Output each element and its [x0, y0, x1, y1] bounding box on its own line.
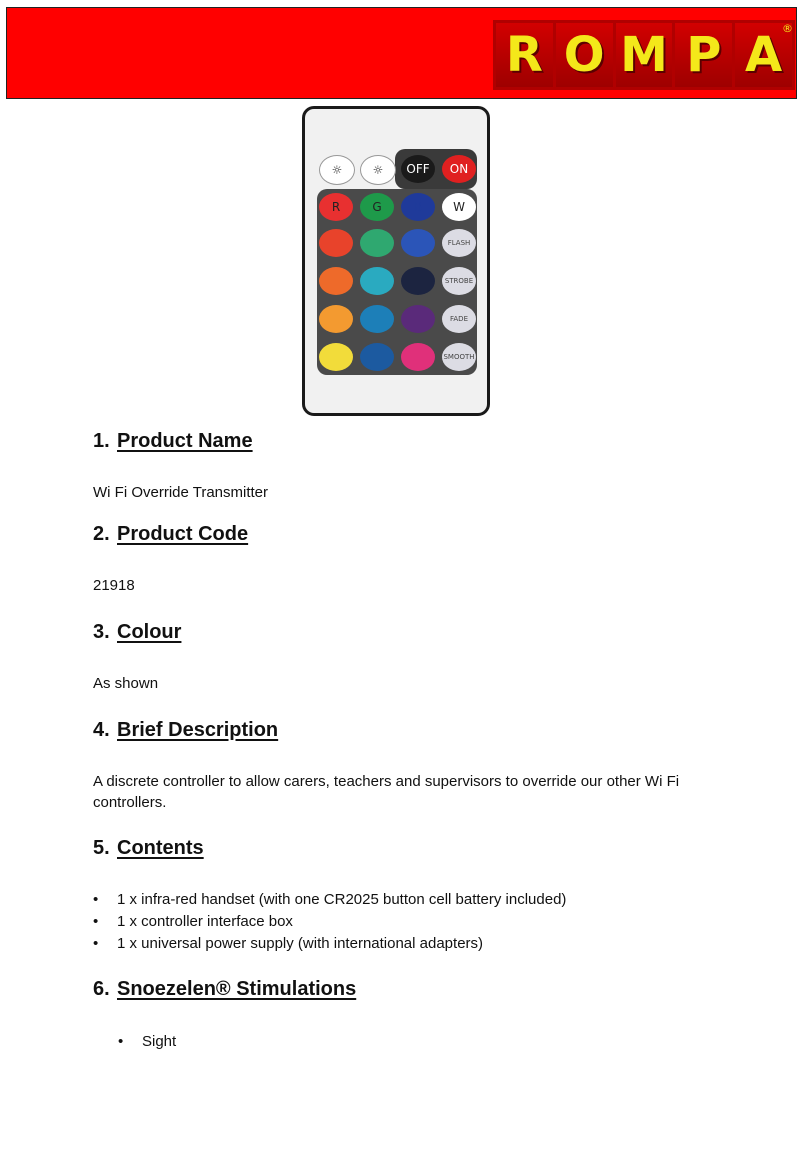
- section-text: As shown: [93, 675, 159, 692]
- section-number: 4.: [93, 719, 110, 741]
- section-number: 3.: [93, 621, 110, 643]
- section-title: Contents: [117, 837, 204, 859]
- remote-off-button: OFF: [401, 155, 435, 183]
- remote-color-button: [401, 305, 435, 333]
- logo-letter: M: [616, 23, 673, 87]
- section-text: A discrete controller to allow carers, teachers and supervisors to override our other Wi Fi controllers.: [93, 773, 680, 811]
- list-item: • 1 x controller interface box: [93, 913, 293, 930]
- list-item: • 1 x universal power supply (with international adapters): [93, 935, 484, 952]
- section-heading: [93, 523, 248, 546]
- rompa-logo: [493, 20, 795, 90]
- logo-letter: P: [675, 23, 732, 87]
- section-text: Wi Fi Override Transmitter: [93, 484, 269, 501]
- remote-color-button: [360, 229, 394, 257]
- remote-color-button: [360, 343, 394, 371]
- section-heading: [93, 719, 278, 742]
- bullet: •: [93, 935, 99, 952]
- bullet: •: [93, 913, 99, 930]
- brightness-up-icon: ☼: [319, 155, 355, 185]
- section-title: Product Name: [117, 430, 253, 452]
- remote-color-button: [401, 343, 435, 371]
- section-heading: [93, 621, 181, 644]
- stimulations-list: [118, 1031, 177, 1053]
- bullet: •: [118, 1033, 124, 1050]
- section-number: 1.: [93, 430, 110, 452]
- brightness-down-icon: ☼: [360, 155, 396, 185]
- list-item: • 1 x infra-red handset (with one CR2025 button cell battery included): [93, 891, 567, 908]
- registered-mark: ®: [782, 22, 793, 35]
- contents-list: [93, 889, 567, 955]
- section-title: Brief Description: [117, 719, 279, 741]
- remote-color-button: [360, 305, 394, 333]
- section-heading: [93, 837, 204, 860]
- section-title: Snoezelen® Stimulations: [117, 978, 357, 1000]
- product-image: [230, 100, 560, 420]
- section-text: 21918: [93, 577, 135, 594]
- section-heading: [93, 978, 356, 1001]
- remote-color-button: [319, 305, 353, 333]
- remote-r-button: R: [319, 193, 353, 221]
- remote-strobe-button: STROBE: [442, 267, 476, 295]
- remote-color-button: [319, 267, 353, 295]
- remote-on-button: ON: [442, 155, 476, 183]
- remote-color-button: [319, 343, 353, 371]
- remote-color-button: [360, 267, 394, 295]
- remote-control: [302, 106, 490, 416]
- remote-color-button: [319, 229, 353, 257]
- remote-color-button: [401, 267, 435, 295]
- list-item: • Sight: [118, 1033, 177, 1050]
- remote-b-button: B: [401, 193, 435, 221]
- section-number: 6.: [93, 978, 110, 1000]
- remote-fade-button: FADE: [442, 305, 476, 333]
- logo-letter: O: [556, 23, 613, 87]
- logo-letter: R: [496, 23, 553, 87]
- bullet: •: [93, 891, 99, 908]
- remote-flash-button: FLASH: [442, 229, 476, 257]
- remote-smooth-button: SMOOTH: [442, 343, 476, 371]
- section-number: 5.: [93, 837, 110, 859]
- section-heading: [93, 430, 253, 453]
- section-number: 2.: [93, 523, 110, 545]
- header-bar: [6, 7, 797, 99]
- remote-w-button: W: [442, 193, 476, 221]
- remote-g-button: G: [360, 193, 394, 221]
- section-title: Product Code: [117, 523, 249, 545]
- logo-letter: A: [735, 23, 792, 87]
- section-title: Colour: [117, 621, 182, 643]
- remote-color-button: [401, 229, 435, 257]
